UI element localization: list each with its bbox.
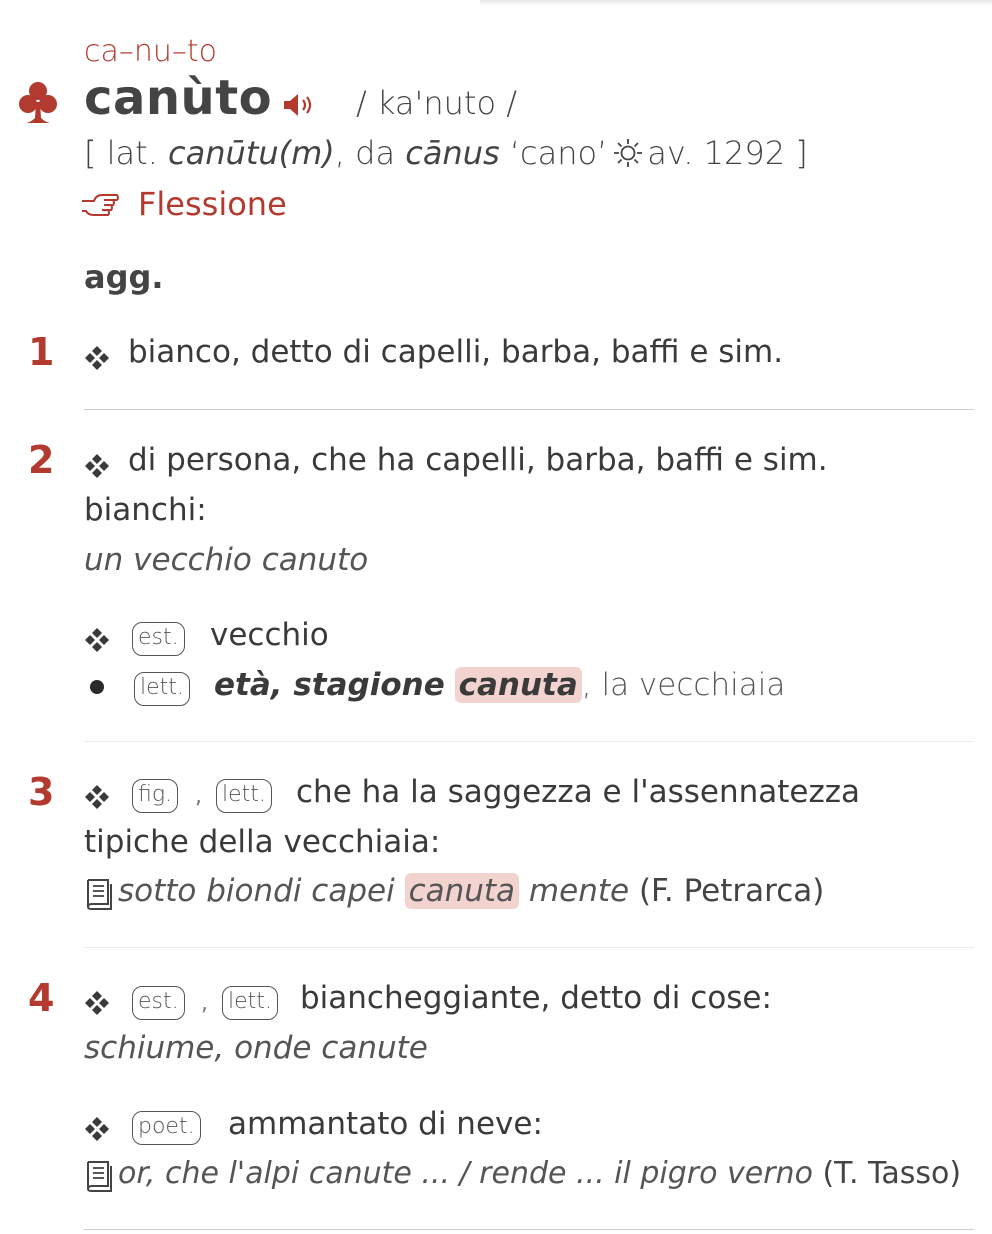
etymology-open: [ lat. bbox=[84, 134, 169, 172]
speaker-icon[interactable] bbox=[282, 92, 316, 118]
usage-example: schiume, onde canute bbox=[84, 1030, 428, 1066]
sun-icon bbox=[613, 138, 643, 168]
book-icon bbox=[84, 878, 114, 910]
diamond-icon bbox=[84, 1116, 110, 1142]
phrase-text: età, stagione bbox=[214, 667, 445, 703]
sense-number: 1 bbox=[28, 330, 55, 374]
quotation bbox=[118, 1156, 961, 1191]
tag-separator: , bbox=[195, 784, 202, 809]
sense-definition: bianco, detto di capelli, barba, baffi e sim. bbox=[128, 334, 784, 370]
top-shadow bbox=[480, 0, 992, 6]
book-icon bbox=[84, 1160, 114, 1192]
divider bbox=[84, 1229, 974, 1230]
usage-tag: lett. bbox=[134, 672, 190, 706]
part-of-speech: agg. bbox=[84, 258, 164, 296]
quotation bbox=[118, 873, 824, 909]
sense-number: 4 bbox=[28, 976, 55, 1020]
highlighted-word: canuta bbox=[455, 667, 582, 703]
usage-example: un vecchio canuto bbox=[84, 542, 369, 578]
diamond-icon bbox=[84, 784, 110, 810]
highlighted-word: canuta bbox=[405, 873, 520, 909]
sense-definition: di persona, che ha capelli, barba, baffi e sim. bbox=[128, 442, 828, 478]
sense-number: 2 bbox=[28, 438, 55, 482]
quote-text: sotto biondi capei bbox=[118, 873, 395, 909]
syllabification: ca–nu–to bbox=[84, 34, 218, 69]
usage-tag: est. bbox=[132, 622, 185, 656]
sense-number: 3 bbox=[28, 770, 55, 814]
quote-author: (T. Tasso) bbox=[822, 1156, 962, 1191]
divider bbox=[84, 947, 974, 948]
etymology-source-word: cānus bbox=[405, 134, 500, 172]
sub-sense-text: ammantato di neve: bbox=[228, 1106, 543, 1142]
usage-tag: lett. bbox=[216, 779, 272, 813]
sub-sense-text: vecchio bbox=[210, 617, 329, 653]
usage-tag: fig. bbox=[132, 779, 178, 813]
sense-definition-cont: tipiche della vecchiaia: bbox=[84, 824, 441, 860]
quote-author: (F. Petrarca) bbox=[638, 873, 825, 909]
pronunciation: / ka'nuto / bbox=[356, 84, 517, 122]
phrase bbox=[214, 667, 785, 703]
sense-definition-cont: bianchi: bbox=[84, 492, 207, 528]
diamond-icon bbox=[84, 627, 110, 653]
bullet-icon bbox=[90, 680, 104, 694]
phrase-gloss: , la vecchiaia bbox=[581, 667, 786, 703]
divider bbox=[84, 741, 974, 742]
inflection-link[interactable] bbox=[80, 182, 287, 226]
pointing-hand-icon bbox=[80, 189, 120, 219]
usage-tag: poet. bbox=[132, 1111, 201, 1145]
usage-tag: lett. bbox=[222, 986, 278, 1020]
etymology-gloss: ‘cano’ bbox=[499, 134, 608, 172]
etymology-date: av. 1292 ] bbox=[647, 134, 808, 172]
inflection-label: Flessione bbox=[138, 185, 287, 223]
usage-tag: est. bbox=[132, 986, 185, 1020]
quote-text-end: mente bbox=[528, 873, 630, 909]
divider bbox=[84, 409, 974, 410]
club-icon bbox=[18, 80, 58, 126]
etymology bbox=[84, 134, 808, 172]
diamond-icon bbox=[84, 453, 110, 479]
sense-definition: che ha la saggezza e l'assennatezza bbox=[296, 774, 861, 810]
etymology-middle: , da bbox=[334, 134, 406, 172]
sense-definition: biancheggiante, detto di cose: bbox=[300, 980, 772, 1016]
diamond-icon bbox=[84, 990, 110, 1016]
tag-separator: , bbox=[201, 991, 208, 1016]
diamond-icon bbox=[84, 345, 110, 371]
headword: canùto bbox=[84, 70, 273, 126]
quote-text: or, che l'alpi canute ... / rende ... il pigro verno bbox=[118, 1156, 813, 1191]
etymology-latin-form: canūtu(m) bbox=[168, 134, 335, 172]
